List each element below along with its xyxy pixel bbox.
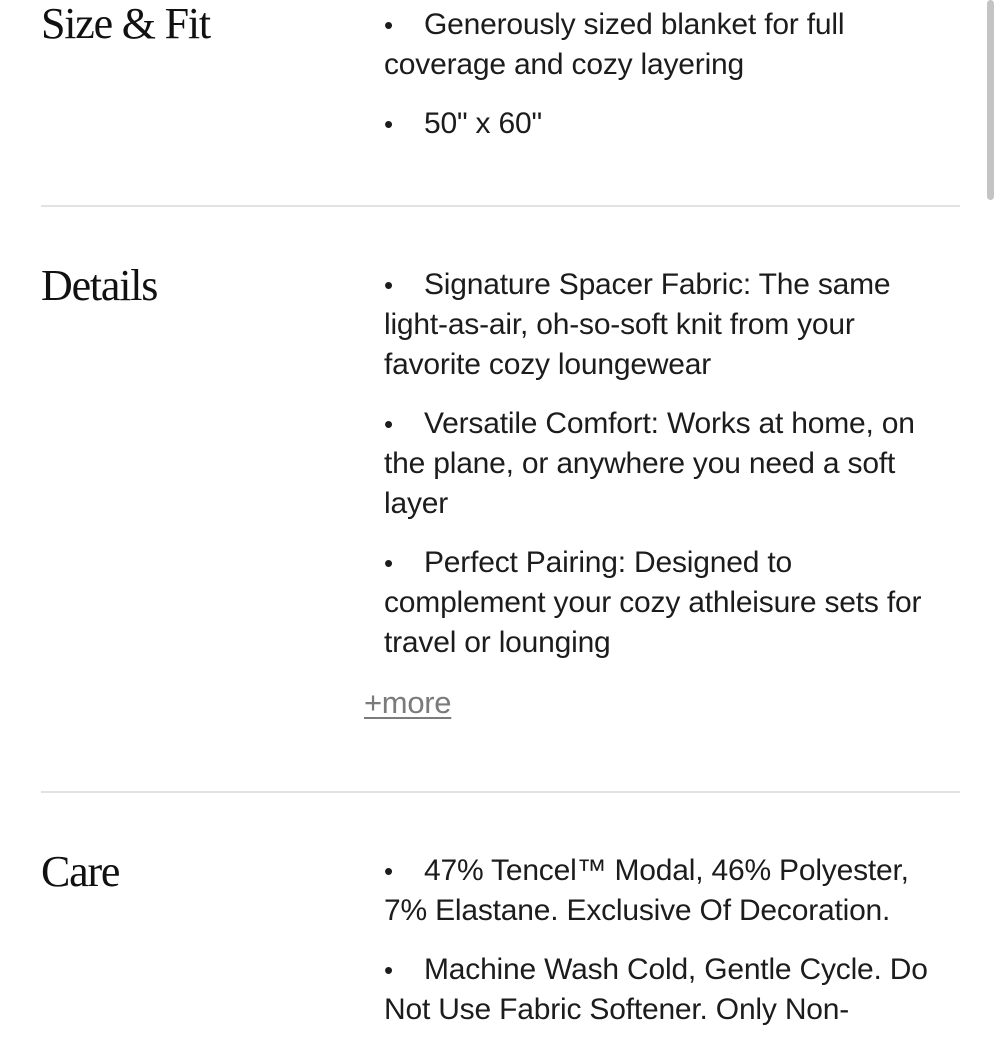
- bullet-dot-icon: •: [384, 10, 393, 40]
- bullet-dot-icon: •: [384, 270, 393, 300]
- section-divider: [41, 205, 960, 207]
- list-item: [384, 104, 959, 144]
- list-item: [384, 851, 959, 931]
- bullet-text: 50" x 60": [424, 107, 542, 140]
- list-item: [384, 5, 959, 85]
- list-item: [384, 265, 959, 385]
- section-title-size-fit: Size & Fit: [41, 0, 210, 48]
- care-bullet-list: [384, 851, 959, 1049]
- list-item: [384, 950, 959, 1030]
- bullet-text: Perfect Pairing: Designed to complement your cozy athleisure sets for travel or lounging: [384, 546, 922, 659]
- bullet-text: 47% Tencel™ Modal, 46% Polyester, 7% Elastane. Exclusive Of Decoration.: [384, 854, 909, 927]
- details-bullet-list: [384, 265, 959, 682]
- bullet-text: Versatile Comfort: Works at home, on the plane, or anywhere you need a soft layer: [384, 407, 915, 520]
- bullet-dot-icon: •: [384, 109, 393, 139]
- bullet-text: Generously sized blanket for full coverage and cozy layering: [384, 8, 845, 81]
- size-fit-bullet-list: [384, 5, 959, 163]
- bullet-dot-icon: •: [384, 409, 393, 439]
- section-title-details: Details: [41, 261, 158, 310]
- section-title-care: Care: [41, 847, 120, 896]
- more-details-link[interactable]: +more: [364, 685, 452, 720]
- bullet-dot-icon: •: [384, 856, 393, 886]
- list-item: [384, 404, 959, 524]
- bullet-dot-icon: •: [384, 955, 393, 985]
- section-divider: [41, 791, 960, 793]
- list-item: [384, 543, 959, 663]
- bullet-text: Signature Spacer Fabric: The same light-as-air, oh-so-soft knit from your favorite cozy loungewear: [384, 268, 891, 381]
- scrollbar-thumb[interactable]: [987, 0, 994, 200]
- bullet-dot-icon: •: [384, 548, 393, 578]
- bullet-text: Machine Wash Cold, Gentle Cycle. Do Not Use Fabric Softener. Only Non-: [384, 953, 928, 1026]
